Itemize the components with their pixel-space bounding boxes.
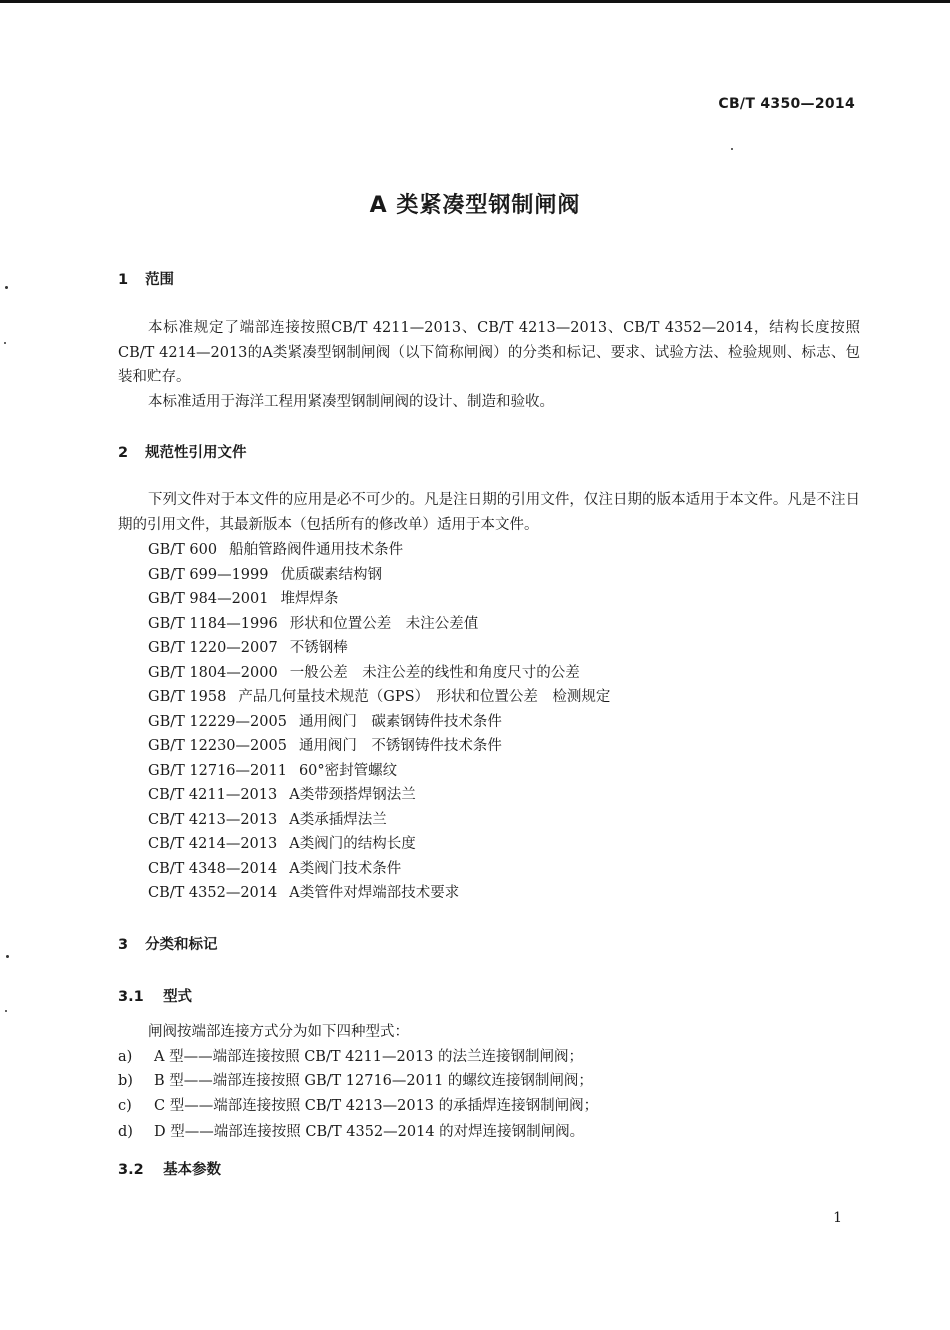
section-number: 1 <box>118 272 129 288</box>
reference-code: GB/T 1958 <box>148 689 227 705</box>
section-title: 分类和标记 <box>145 937 218 953</box>
reference-code: GB/T 12229—2005 <box>148 714 287 730</box>
list-text: D 型——端部连接按照 CB/T 4352—2014 的对焊连接钢制闸阀。 <box>154 1124 585 1140</box>
reference-item <box>148 734 502 755</box>
reference-title: A类阀门技术条件 <box>289 861 402 877</box>
reference-code: GB/T 12230—2005 <box>148 738 287 754</box>
section-1-heading <box>118 268 174 289</box>
reference-title: A类管件对焊端部技术要求 <box>289 885 460 901</box>
subsection-title: 基本参数 <box>163 1162 222 1178</box>
subsection-number: 3.2 <box>118 1162 144 1178</box>
standard-code: CB/T 4350—2014 <box>718 96 855 112</box>
scan-top-edge <box>0 0 950 3</box>
list-marker: d) <box>118 1124 133 1140</box>
reference-code: CB/T 4214—2013 <box>148 836 278 852</box>
list-item <box>118 1120 584 1141</box>
reference-code: CB/T 4348—2014 <box>148 861 278 877</box>
section-2-heading <box>118 441 247 462</box>
scan-speck <box>6 955 9 958</box>
reference-code: GB/T 1220—2007 <box>148 640 278 656</box>
type-intro: 闸阀按端部连接方式分为如下四种型式： <box>148 1024 409 1040</box>
list-item <box>118 1069 593 1090</box>
page-number: 1 <box>833 1210 842 1226</box>
reference-title: 堆焊焊条 <box>280 591 339 607</box>
reference-code: GB/T 984—2001 <box>148 591 269 607</box>
scope-applicability: 本标准适用于海洋工程用紧凑型钢制闸阀的设计、制造和验收。 <box>148 394 554 410</box>
reference-title: A类阀门的结构长度 <box>289 836 416 852</box>
document-title: A 类紧凑型钢制闸阀 <box>369 193 581 218</box>
reference-title: 产品几何量技术规范（GPS） 形状和位置公差 检测规定 <box>238 689 611 705</box>
reference-code: GB/T 600 <box>148 542 218 558</box>
reference-title: 船舶管路阀件通用技术条件 <box>229 542 404 558</box>
reference-title: 优质碳素结构钢 <box>280 567 382 583</box>
reference-item <box>148 832 416 853</box>
subsection-3-2-heading <box>118 1158 221 1179</box>
reference-title: A类带颈搭焊钢法兰 <box>289 787 416 803</box>
scope-paragraph: 本标准规定了端部连接按照CB/T 4211—2013、CB/T 4213—2013、CB/T 4352—2014，结构长度按照CB/T 4214—2013的A类紧凑型钢制闸阀（以下简称闸阀）的分类和标记、要求、试验方法、检验规则、标志、包装和贮存。 <box>118 320 860 385</box>
list-item <box>118 1094 598 1115</box>
reference-code: CB/T 4211—2013 <box>148 787 278 803</box>
reference-item <box>148 710 502 731</box>
reference-title: 60°密封管螺纹 <box>298 763 398 779</box>
section-title: 范围 <box>145 272 175 288</box>
list-marker: a) <box>118 1049 133 1065</box>
reference-item <box>148 808 387 829</box>
reference-item <box>148 612 478 633</box>
reference-title: 通用阀门 碳素钢铸件技术条件 <box>298 714 502 730</box>
reference-item <box>148 857 401 878</box>
subsection-3-1-heading <box>118 985 192 1006</box>
reference-item <box>148 538 403 559</box>
reference-item <box>148 661 580 682</box>
reference-title: 不锈钢棒 <box>289 640 348 656</box>
subsection-title: 型式 <box>163 989 193 1005</box>
scan-speck <box>5 1010 7 1012</box>
list-marker: b) <box>118 1073 133 1089</box>
reference-code: GB/T 1804—2000 <box>148 665 278 681</box>
reference-item <box>148 881 459 902</box>
list-text: B 型——端部连接按照 GB/T 12716—2011 的螺纹连接钢制闸阀； <box>154 1073 593 1089</box>
reference-code: GB/T 1184—1996 <box>148 616 278 632</box>
reference-item <box>148 563 382 584</box>
reference-title: 通用阀门 不锈钢铸件技术条件 <box>298 738 502 754</box>
reference-title: A类承插焊法兰 <box>289 812 387 828</box>
reference-title: 形状和位置公差 未注公差值 <box>289 616 479 632</box>
reference-item <box>148 783 416 804</box>
reference-code: CB/T 4352—2014 <box>148 885 278 901</box>
section-number: 2 <box>118 445 129 461</box>
subsection-number: 3.1 <box>118 989 144 1005</box>
reference-item <box>148 759 397 780</box>
section-title: 规范性引用文件 <box>145 445 247 461</box>
references-intro: 下列文件对于本文件的应用是必不可少的。凡是注日期的引用文件，仅注日期的版本适用于本文件。凡是不注日期的引用文件，其最新版本（包括所有的修改单）适用于本文件。 <box>118 492 860 533</box>
list-text: A 型——端部连接按照 CB/T 4211—2013 的法兰连接钢制闸阀； <box>154 1049 584 1065</box>
list-marker: c) <box>118 1098 132 1114</box>
list-item <box>118 1045 583 1066</box>
scan-speck <box>5 286 8 289</box>
reference-code: GB/T 12716—2011 <box>148 763 287 779</box>
reference-item <box>148 636 348 657</box>
reference-title: 一般公差 未注公差的线性和角度尺寸的公差 <box>289 665 580 681</box>
section-3-heading <box>118 933 218 954</box>
scan-speck <box>731 148 733 150</box>
section-number: 3 <box>118 937 129 953</box>
scan-speck <box>4 342 6 344</box>
reference-item <box>148 685 610 706</box>
reference-code: CB/T 4213—2013 <box>148 812 278 828</box>
reference-code: GB/T 699—1999 <box>148 567 269 583</box>
reference-item <box>148 587 338 608</box>
list-text: C 型——端部连接按照 CB/T 4213—2013 的承插焊连接钢制闸阀； <box>154 1098 599 1114</box>
